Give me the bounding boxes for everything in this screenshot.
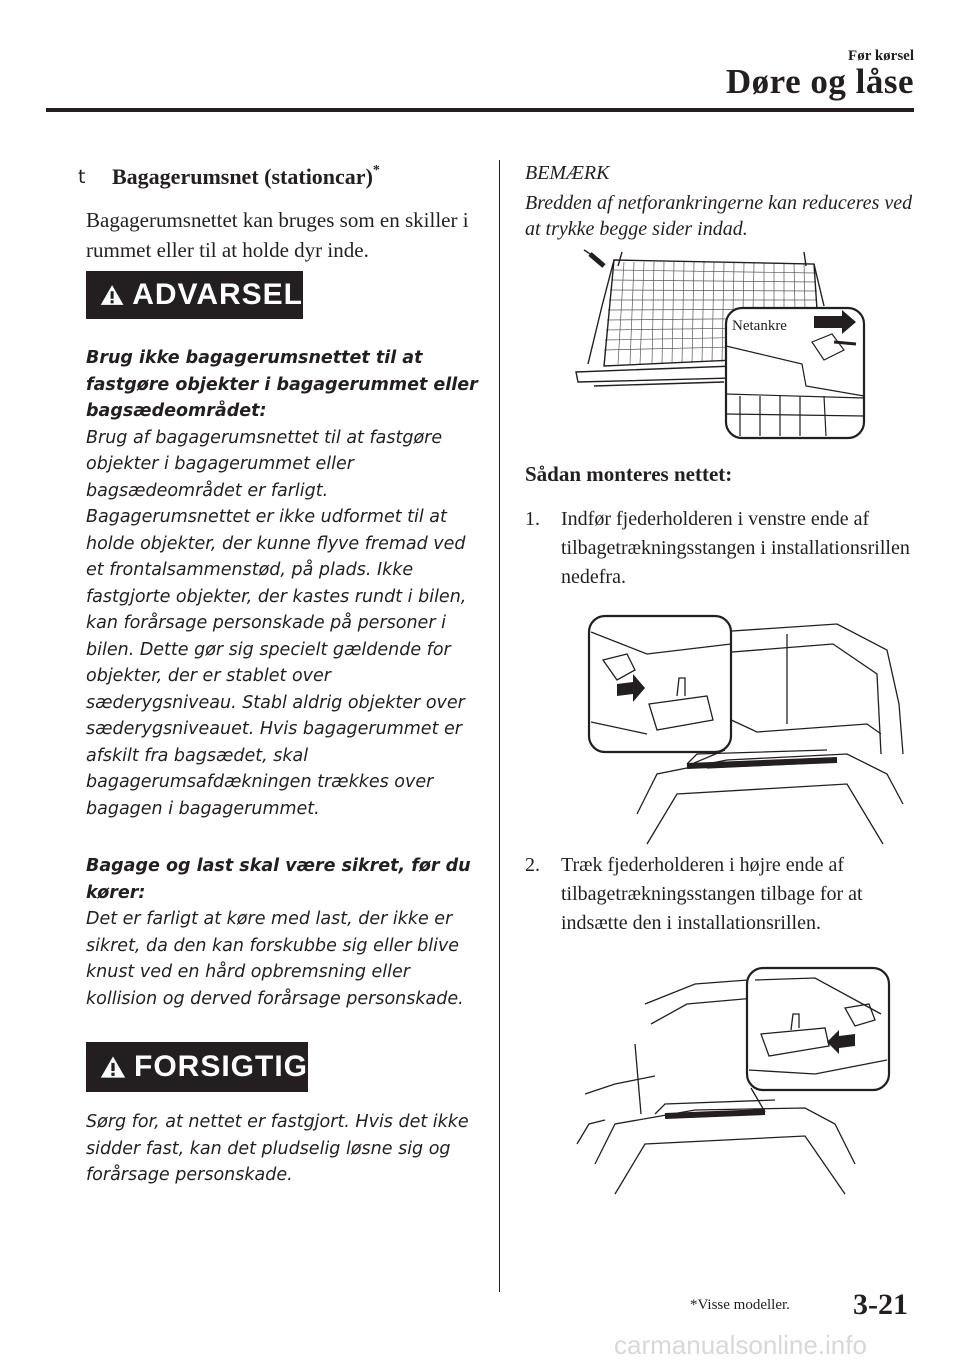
intro-paragraph: Bagagerumsnettet kan bruges som en skiller i rummet eller til at holde dyr inde. xyxy=(86,208,469,262)
footnote: *Visse modeller. xyxy=(690,1297,790,1313)
header-rule xyxy=(46,108,914,112)
right-holder-illustration xyxy=(575,964,895,1196)
warning-body-2: Det er farligt at køre med last, der ikke er sikret, da den kan forskubbe sig eller blive knust ved en hård opbremsning eller kollision og derved forårsage personskade. xyxy=(86,909,464,1009)
step-text: Træk fjederholderen i højre ende af tilbagetrækningsstangen tilbage for at indsætte den i installationsrillen. xyxy=(561,854,863,934)
warning-heading-1: Brug ikke bagagerumsnettet til at fastgøre objekter i bagagerummet eller bagsædeområdet: xyxy=(86,348,478,421)
note-title: BEMÆRK xyxy=(525,162,610,184)
column-divider xyxy=(499,160,500,1292)
note-body: Bredden af netforankringerne kan reduceres ved at trykke begge sider indad. xyxy=(525,192,913,240)
caution-icon xyxy=(100,1053,126,1081)
chapter-label: Før kørsel xyxy=(848,48,914,64)
left-holder-illustration xyxy=(587,614,905,846)
install-heading: Sådan monteres nettet: xyxy=(525,462,733,486)
warning-body-1: Brug af bagagerumsnettet til at fastgøre objekter i bagagerummet eller bagsædeområdet er farligt. Bagagerumsnettet er ikke udformet til at holde objekter, der kunne flyve fremad ved et frontalsammenstød, på plads. Ikke fastgjorte objekter, der kastes rundt i bilen, kan forårsage personskade på personer i bilen. Dette gør sig specielt gældende for objekter, der er stablet over sæderygsniveau. Stabl aldrig objekter over sæderygsniveauet. Hvis bagagerummet er afskilt fra bagsædet, skal bagagerumsafdækningen trækkes over bagagen i bagagerummet. xyxy=(86,427,467,819)
warning-banner xyxy=(86,271,303,319)
step-number: 2. xyxy=(525,854,540,876)
page-number: 3-21 xyxy=(853,1288,908,1321)
figure-label-netankre: Netankre xyxy=(732,318,787,334)
net-anchor-illustration xyxy=(574,246,868,442)
warning-label: ADVARSEL xyxy=(132,278,303,311)
warning-text-2 xyxy=(86,853,481,1012)
footnote-mark: * xyxy=(372,162,380,178)
warning-heading-2: Bagage og last skal være sikret, før du kører: xyxy=(86,856,471,903)
page-title: Døre og låse xyxy=(725,62,914,101)
caution-banner xyxy=(86,1042,308,1092)
install-step-1 xyxy=(525,505,925,592)
section-bullet: t xyxy=(78,166,86,188)
caution-text: Sørg for, at nettet er fastgjort. Hvis det ikke sidder fast, kan det pludselig løsne sig og forårsage personskade. xyxy=(86,1112,469,1185)
step-text: Indfør fjederholderen i venstre ende af tilbagetrækningsstangen i installationsrillen nedefra. xyxy=(561,508,910,588)
step-number: 1. xyxy=(525,508,540,530)
section-title-text: Bagagerumsnet (stationcar) xyxy=(112,164,373,189)
watermark: carmanualsonline.info xyxy=(614,1330,867,1360)
warning-icon xyxy=(100,281,124,309)
install-step-2 xyxy=(525,851,925,938)
caution-label: FORSIGTIG xyxy=(134,1050,308,1083)
section-title xyxy=(112,164,380,190)
warning-text-1 xyxy=(86,345,481,822)
